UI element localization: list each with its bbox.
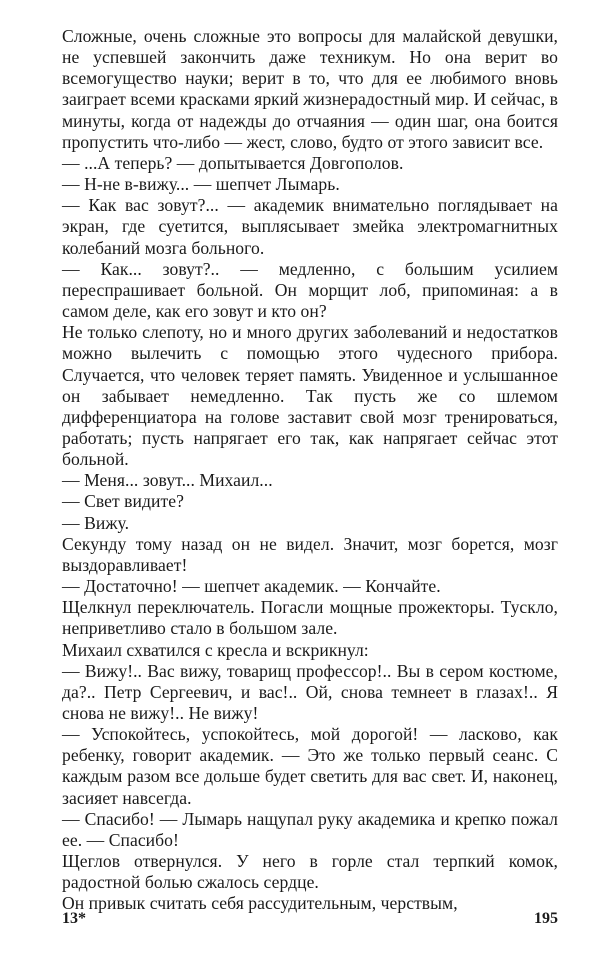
paragraph: Щелкнул переключатель. Погасли мощные прожекторы. Тускло, неприветливо стало в большом зале.: [62, 597, 558, 639]
paragraph: Он привык считать себя рассудительным, черствым,: [62, 893, 458, 914]
paragraph: — Свет видите?: [62, 491, 184, 512]
paragraph: — Меня... зовут... Михаил...: [62, 470, 273, 491]
page-footer: [62, 910, 558, 934]
paragraph: Михаил схватился с кресла и вскрикнул:: [62, 639, 369, 660]
paragraph: — Н-не в-вижу... — шепчет Лымарь.: [62, 174, 340, 195]
book-page-text: [62, 26, 558, 915]
paragraph: — Как вас зовут?... — академик внимательно поглядывает на экран, где суетится, выплясывает змейка электромагнитных колебаний мозга больного.: [62, 195, 558, 258]
paragraph: Сложные, очень сложные это вопросы для малайской девушки, не успевшей закончить даже техникум. Но она верит во всемогущество науки; верит в то, что для ее любимого вновь заиграет всеми красками яркий жизнерадостный мир. И сейчас, в минуты, когда от надежды до отчаяния — один шаг, она боится пропустить что-либо — жест, слово, будто от этого зависит все.: [62, 26, 558, 152]
paragraph: — Вижу.: [62, 512, 130, 533]
paragraph: Щеглов отвернулся. У него в горле стал терпкий комок, радостной болью сжалось сердце.: [62, 851, 558, 893]
signature-mark: 13*: [62, 910, 86, 927]
paragraph: — Спасибо! — Лымарь нащупал руку академика и крепко пожал ее. — Спасибо!: [62, 808, 558, 850]
paragraph: — Вижу!.. Вас вижу, товарищ профессор!.. Вы в сером костюме, да?.. Петр Сергеевич, и вас!.. Ой, снова темнеет в глазах!.. Я снова не вижу!.. Не вижу!: [62, 660, 558, 723]
page-number: 195: [534, 910, 558, 927]
paragraph: — ...А теперь? — допытывается Довгополов.: [62, 152, 404, 173]
paragraph: Не только слепоту, но и много других заболеваний и недостатков можно вылечить с помощью этого чудесного прибора. Случается, что человек теряет память. Увиденное и услышанное он забывает немедленно. Так пусть же со шлемом дифференциатора на голове заставит свой мозг тренироваться, работать; пусть напрягает его так, как напрягает сейчас этот больной.: [62, 322, 558, 470]
paragraph: — Как... зовут?.. — медленно, с большим усилием переспрашивает больной. Он морщит лоб, припоминая: а в самом деле, как его зовут и кто он?: [62, 258, 558, 322]
paragraph: — Достаточно! — шепчет академик. — Кончайте.: [62, 576, 441, 597]
paragraph: — Успокойтесь, успокойтесь, мой дорогой! — ласково, как ребенку, говорит академик. — Это же только первый сеанс. С каждым разом все дольше будет светить для вас свет. И, наконец, засияет навсегда.: [62, 724, 558, 808]
paragraph: Секунду тому назад он не видел. Значит, мозг борется, мозг выздоравливает!: [62, 533, 558, 575]
